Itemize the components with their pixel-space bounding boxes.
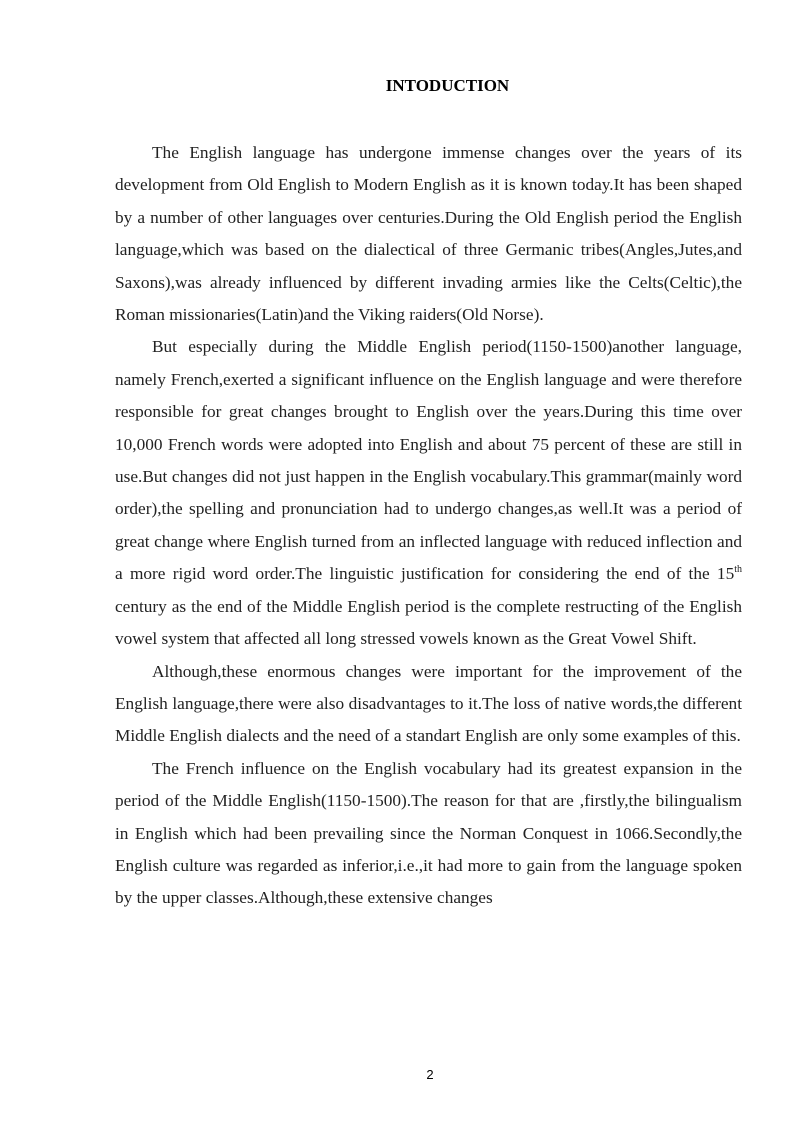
paragraph-4: The French influence on the English vocabulary had its greatest expansion in the period of the Middle English(1150-1500).The reason for that are ,firstly,the bilingualism in English which had been prevailing since the Norman Conquest in 1066.Secondly,the English culture was regarded as inferior,i.e.,it had more to gain from the language spoken by the upper classes.Although,these extensive changes [115, 758, 742, 908]
paragraph-1: The English language has undergone immense changes over the years of its development from Old English to Modern English as it is known today.It has been shaped by a number of other languages over centuries.During the Old English period the English language,which was based on the dialectical of three Germanic tribes(Angles,Jutes,and Saxons),was already influenced by different invading armies like the Celts(Celtic),the Roman missionaries(Latin)and the Viking raiders(Old Norse). [115, 143, 742, 325]
paragraph-3: Although,these enormous changes were important for the improvement of the English language,there were also disadvantages to it.The loss of native words,the different Middle English dialects and the need of a standart English are only some examples of this. [115, 661, 742, 746]
body-text [115, 137, 742, 915]
page-number: 2 [426, 1067, 434, 1082]
paragraph-2-text-after: century as the end of the Middle English period is the complete restructing of the English vowel system that affected all long stressed vowels known as the Great Vowel Shift. [115, 596, 742, 649]
paragraph-2 [115, 331, 742, 655]
page-title: INTODUCTION [385, 76, 510, 95]
superscript-th: th [734, 564, 742, 576]
paragraph-2-text: But especially during the Middle English period(1150-1500)another language, namely French,exerted a significant influence on the English language and were therefore responsible for great changes brought to English over the years.During this time over 10,000 French words were adopted into English and about 75 percent of these are still in use.But changes did not just happen in the English vocabulary.This grammar(mainly word order),the spelling and pronunciation had to undergo changes,as well.It was a period of great change where English turned from an inflected language with reduced inflection and a more rigid word order.The linguistic justification for considering the end of the 15 [115, 337, 742, 584]
